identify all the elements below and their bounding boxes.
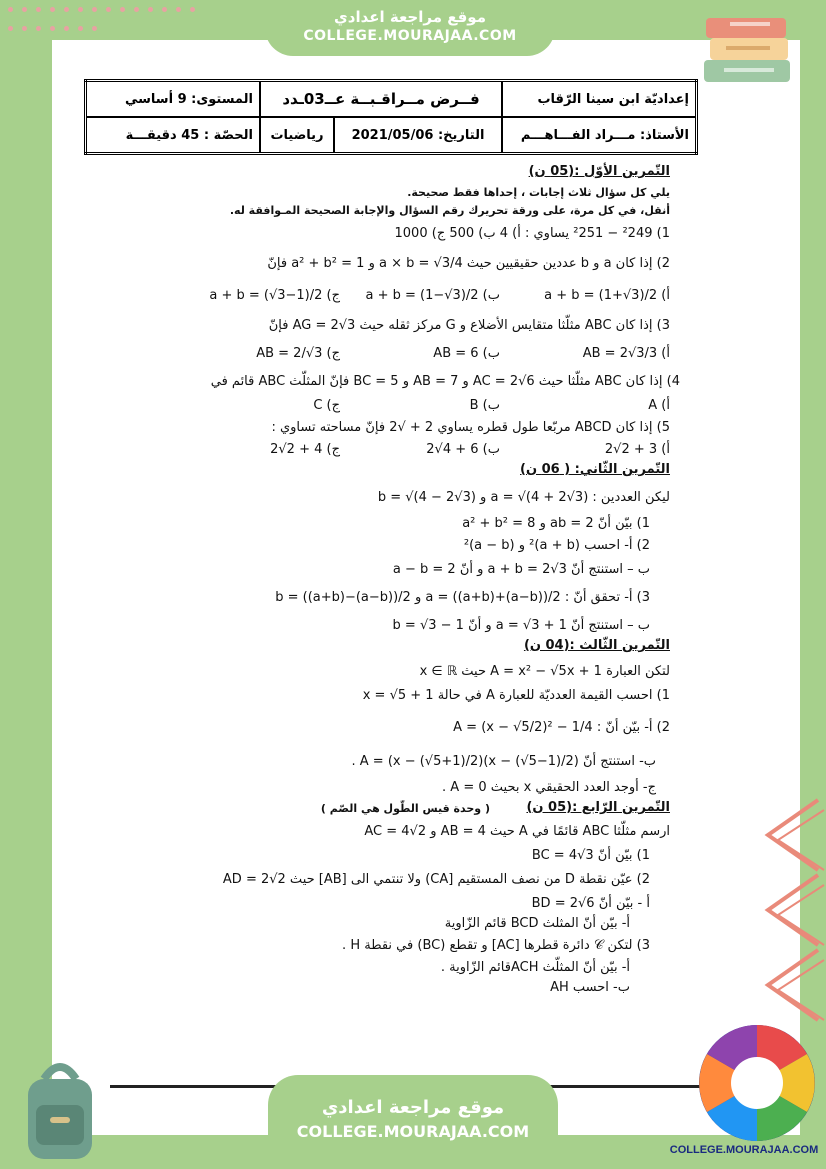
ex1-q4-a: أ) A <box>648 398 670 413</box>
ex2-l1: ليكن العددين : a = √(4 + 2√3) و b = √(4 − 2√3) <box>377 490 670 505</box>
school-name: إعداديّة ابن سينا الرّقاب <box>502 81 697 118</box>
ex4-l6: 3) لتكن 𝒞 دائرة قطرها [AC] و تقطع (BC) في نقطة H . <box>342 938 650 953</box>
chevron-decoration-icon <box>728 790 826 1040</box>
site-banner-bottom[interactable] <box>268 1075 558 1169</box>
ex1-title: التّمرين الأوّل :(05 ن) <box>528 164 670 179</box>
ex4-l7: أ- بيّن أنّ المثلّث ACHقائم الزّاوية . <box>440 960 630 975</box>
subject: رياضيات <box>260 117 334 154</box>
ex2-l4: ب – استنتج أنّ a + b = 2√3 و أنّ a − b = 2 <box>392 562 650 577</box>
ex2-l3: 2) أ- احسب (a + b)² و (a − b)² <box>463 538 650 553</box>
ex4-l4: أ - بيّن أنّ BD = 2√6 <box>531 896 650 911</box>
ex1-q5-a: أ) 3 + 2√2 <box>604 442 670 457</box>
level: المستوى: 9 أساسي <box>86 81 261 118</box>
school-bag-icon <box>10 1055 110 1165</box>
site-domain: COLLEGE.MOURAJAA.COM <box>303 28 517 44</box>
ex2-title: التّمرين الثّاني: ( 06 ن) <box>520 462 670 477</box>
ex3-l5: ج- أوجد العدد الحقيقي x بحيث A = 0 . <box>442 780 656 795</box>
site-banner-top[interactable] <box>265 0 555 56</box>
ex1-q4-c: ج) C <box>313 398 340 413</box>
site-domain-bottom: COLLEGE.MOURAJAA.COM <box>296 1122 530 1141</box>
teacher: الأستاذ: مـــراد الفـــاهـــم <box>502 117 697 154</box>
ex2-l5: 3) أ- تحقق أنّ : a = ((a+b)+(a−b))/2 و b = ((a+b)−(a−b))/2 <box>275 590 650 605</box>
ex1-q3: 3) إذا كان ABC مثلّثا متقايس الأضلاع و G مركز ثقله حيث AG = 2√3 فإنّ <box>268 318 670 333</box>
ex1-q1: 1) ²249 − ²251 يساوي : أ) 4 ب) 500 ج) 1000 <box>394 226 670 241</box>
ex2-l6: ب – استنتج أنّ a = √3 + 1 و أنّ b = √3 − 1 <box>392 618 650 633</box>
ex4-l2: 1) بيّن أنّ BC = 4√3 <box>531 848 650 863</box>
ex1-q5-b: ب) 6 + 4√2 <box>426 442 500 457</box>
border-left <box>0 0 52 1169</box>
education-wheel-icon <box>696 1022 818 1144</box>
date: التاريخ: 2021/05/06 <box>334 117 502 154</box>
ex1-q3-a: أ) AB = 2√3/3 <box>582 346 670 361</box>
ex1-intro1: يلي كل سؤال ثلاث إجابات ، إحداها فقط صحيحة. <box>407 186 670 199</box>
ex1-q4: 4) إذا كان ABC مثلّثا حيث AC = 2√6 و AB = 7 و BC = 5 فإنّ المثلّث ABC قائم في <box>210 374 680 389</box>
ex3-l2: 1) احسب القيمة العدديّة للعبارة A في حالة x = √5 + 1 <box>362 688 670 703</box>
ex1-q3-c: ج) AB = 2/√3 <box>256 346 340 361</box>
ex1-q4-b: ب) B <box>469 398 500 413</box>
ex1-q3-b: ب) AB = 6 <box>433 346 500 361</box>
ex4-l5: أ- بيّن أنّ المثلث BCD قائم الزّاوية <box>444 916 630 931</box>
ex1-q2-b: ب) a + b = (1−√3)/2 <box>365 288 500 303</box>
ex4-title: التّمرين الرّابع :(05 ن) <box>526 800 670 815</box>
ex3-title: التّمرين الثّالث :(04 ن) <box>523 638 670 653</box>
ex3-l4: ب- استنتج أنّ A = (x − (√5+1)/2)(x − (√5−1)/2) . <box>351 754 656 769</box>
ex4-unit: ( وحدة قيس الطّول هي الصّم ) <box>320 802 490 815</box>
ex3-l3: 2) أ- بيّن أنّ : A = (x − √5/2)² − 1/4 <box>453 720 670 735</box>
site-name: موقع مراجعة اعدادي <box>334 8 486 26</box>
ex4-l1: ارسم مثلّثا ABC قائمًا في A حيث AB = 4 و AC = 4√2 <box>364 824 670 839</box>
ex1-intro2: أنقل، في كل مرة، على ورقة تحريرك رقم السؤال والإجابة الصحيحة المـوافقة له. <box>229 204 670 217</box>
ex3-l1: لتكن العبارة A = x² − √5x + 1 حيث x ∈ ℝ <box>419 664 670 679</box>
ex4-l8: ب- احسب AH <box>550 980 630 995</box>
ex1-q2-a: أ) a + b = (1+√3)/2 <box>544 288 670 303</box>
ex2-l2: 1) بيّن أنّ ab = 2 و a² + b² = 8 <box>462 516 650 531</box>
decorative-dots <box>8 6 208 44</box>
ex1-q2-c: ج) a + b = (√3−1)/2 <box>209 288 340 303</box>
ex1-q5-c: ج) 4 + 2√2 <box>270 442 340 457</box>
footer-logo-text: COLLEGE.MOURAJAA.COM <box>669 1144 819 1156</box>
ex1-q2: 2) إذا كان a و b عددين حقيقيين حيث a × b = √3/4 و a² + b² = 1 فإنّ <box>267 256 670 271</box>
duration: الحصّة : 45 دقيقـــة <box>86 117 261 154</box>
ex4-l3: 2) عيّن نقطة D من نصف المستقيم [CA) ولا تنتمي الى [AB] حيث AD = 2√2 <box>222 872 650 887</box>
ex1-q5: 5) إذا كان ABCD مربّعا طول قطره يساوي 2 + √2 فإنّ مساحته تساوي : <box>271 420 670 435</box>
exam-header <box>84 79 698 155</box>
books-icon <box>700 10 796 90</box>
exam-title: فــرض مــراقـبــة عــ03ـدد <box>260 81 502 118</box>
site-name-bottom: موقع مراجعة اعدادي <box>321 1097 505 1118</box>
